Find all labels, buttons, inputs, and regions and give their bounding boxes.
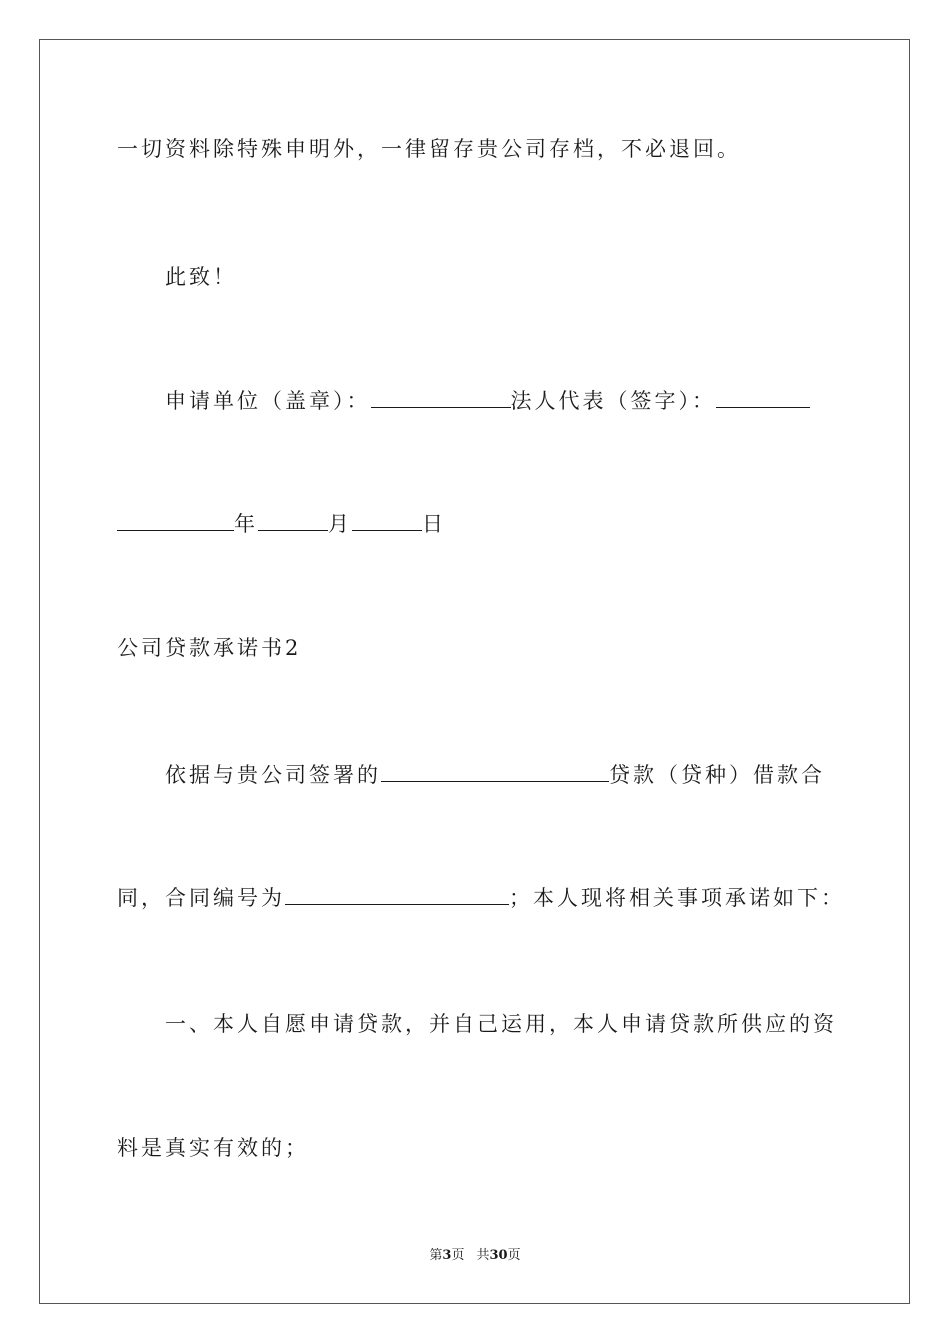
closing-salutation: 此致！ <box>165 265 237 289</box>
page-suffix: 页 <box>451 1248 465 1263</box>
day-label: 日 <box>422 512 446 536</box>
paragraph-archive-note: 一切资料除特殊申明外，一律留存贵公司存档，不必退回。 <box>117 137 741 161</box>
commitment-intro: ；本人现将相关事项承诺如下： <box>509 886 845 910</box>
legal-rep-label: 法人代表（签字）： <box>510 389 716 413</box>
month-label: 月 <box>328 512 352 536</box>
page-border <box>39 39 910 1304</box>
signature-line <box>165 386 810 416</box>
contract-number-label: 同，合同编号为 <box>117 886 285 910</box>
page-footer <box>0 1247 950 1265</box>
contract-ref-text-cont: 贷款（贷种）借款合 <box>609 763 825 787</box>
applicant-blank[interactable] <box>371 387 511 408</box>
loan-type-blank[interactable] <box>381 761 609 782</box>
commitment-item-1-cont: 料是真实有效的； <box>117 1136 309 1160</box>
paragraph-contract-ref <box>165 760 825 790</box>
month-blank[interactable] <box>258 510 328 531</box>
contract-ref-text: 依据与贵公司签署的 <box>165 763 381 787</box>
date-line <box>117 509 446 539</box>
legal-rep-blank[interactable] <box>716 387 810 408</box>
section-title: 公司贷款承诺书2 <box>117 636 302 660</box>
year-label: 年 <box>234 512 258 536</box>
total-prefix: 共 <box>476 1248 490 1263</box>
total-suffix: 页 <box>507 1248 521 1263</box>
applicant-label: 申请单位（盖章）： <box>165 389 371 413</box>
paragraph-contract-number <box>117 883 845 913</box>
commitment-item-1: 一、本人自愿申请贷款，并自己运用，本人申请贷款所供应的资 <box>165 1012 837 1036</box>
page-prefix: 第 <box>429 1248 443 1263</box>
contract-number-blank[interactable] <box>285 884 509 905</box>
page-number: 3 <box>442 1248 452 1263</box>
total-pages: 30 <box>489 1248 508 1263</box>
year-blank[interactable] <box>117 510 234 531</box>
day-blank[interactable] <box>352 510 422 531</box>
